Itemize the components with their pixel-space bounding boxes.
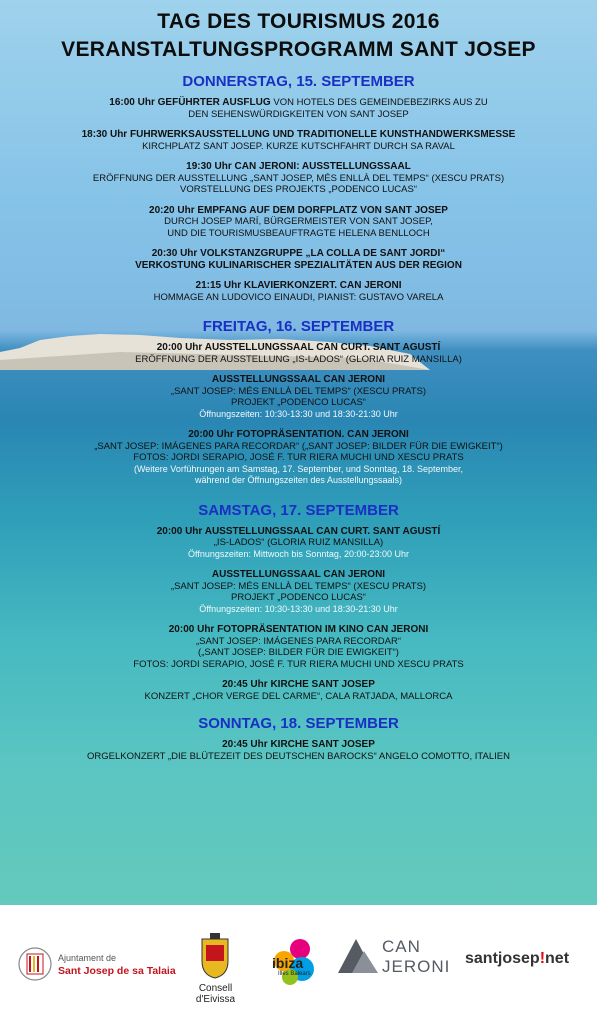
event-time: 16:00 Uhr bbox=[109, 97, 155, 108]
event-title-line bbox=[0, 429, 597, 441]
event-note: während der Öffnungszeiten des Ausstellungssaals) bbox=[195, 475, 402, 485]
ajuntament-label: Ajuntament de bbox=[58, 953, 117, 963]
event-title: AUSSTELLUNGSSAAL CAN CURT. SANT AGUSTÍ bbox=[204, 525, 441, 537]
event-item bbox=[0, 205, 597, 240]
event-detail: „SANT JOSEP: IMÁGENES PARA RECORDAR“ („SANT JOSEP: BILDER FÜR DIE EWIGKEIT“) bbox=[94, 440, 503, 452]
ibiza-logo bbox=[270, 935, 320, 995]
event-item bbox=[0, 624, 597, 670]
event-detail: FOTOS: JORDI SERAPIO, JOSÉ F. TUR RIERA MUCHI UND XESCU PRATS bbox=[133, 658, 464, 670]
event-title-line bbox=[0, 205, 597, 217]
santjosep-net: net bbox=[545, 950, 570, 967]
event-bold-line: VERKOSTUNG KULINARISCHER SPEZIALITÄTEN AUS DER REGION bbox=[135, 259, 462, 271]
event-title-line bbox=[0, 280, 597, 292]
event-title-line bbox=[0, 739, 597, 751]
event-detail: „SANT JOSEP: IMÁGENES PARA RECORDAR“ bbox=[196, 635, 401, 647]
event-detail: UND DIE TOURISMUSBEAUFTRAGTE HELENA BENLLOCH bbox=[167, 227, 430, 239]
event-title: FOTOPRÄSENTATION. CAN JERONI bbox=[236, 429, 409, 440]
event-note: (Weitere Vorführungen am Samstag, 17. September, und Sonntag, 18. September, bbox=[133, 463, 464, 474]
canjeroni-logo bbox=[338, 937, 458, 987]
program-days bbox=[0, 72, 597, 762]
santjosep-exclaim: ! bbox=[539, 950, 546, 967]
event-title-line bbox=[0, 248, 597, 260]
event-time: 20:00 Uhr bbox=[156, 342, 203, 353]
event-item bbox=[0, 429, 597, 487]
event-time: 20:45 Uhr bbox=[222, 679, 268, 690]
event-time: 18:30 Uhr bbox=[81, 129, 128, 140]
event-detail: ERÖFFNUNG DER AUSSTELLUNG „SANT JOSEP, MÉS ENLLÀ DEL TEMPS“ (XESCU PRATS) bbox=[92, 172, 505, 184]
event-detail: „IS-LADOS“ (GLORIA RUIZ MANSILLA) bbox=[213, 537, 384, 548]
santjosep-text: santjosep bbox=[465, 950, 540, 967]
page-title: TAG DES TOURISMUS 2016 bbox=[157, 10, 440, 33]
event-detail: HOMMAGE AN LUDOVICO EINAUDI, PIANIST: GUSTAVO VARELA bbox=[153, 291, 444, 303]
canjeroni-triangle-icon bbox=[338, 939, 378, 973]
event-note: Öffnungszeiten: 10:30-13:30 und 18:30-21:30 Uhr bbox=[199, 408, 398, 419]
event-time: 19:30 Uhr bbox=[186, 161, 232, 172]
ajuntament-crest-icon bbox=[18, 945, 52, 983]
event-item bbox=[0, 280, 597, 303]
event-detail: „SANT JOSEP: MÉS ENLLÀ DEL TEMPS“ (XESCU PRATS) bbox=[170, 580, 427, 592]
event-time: 20:00 Uhr bbox=[156, 525, 203, 537]
event-detail: DEN SEHENSWÜRDIGKEITEN VON SANT JOSEP bbox=[188, 108, 409, 120]
event-item bbox=[0, 342, 597, 365]
event-time: 20:45 Uhr bbox=[222, 739, 268, 750]
event-title-line bbox=[0, 342, 597, 354]
event-title: FOTOPRÄSENTATION IM KINO CAN JERONI bbox=[217, 624, 429, 635]
event-detail: PROJEKT „PODENCO LUCAS“ bbox=[231, 397, 366, 408]
event-item bbox=[0, 161, 597, 196]
canjeroni-can: CAN bbox=[382, 937, 421, 956]
event-title: CAN JERONI: AUSSTELLUNGSSAAL bbox=[234, 161, 411, 172]
event-bold-line: AUSSTELLUNGSSAAL CAN JERONI bbox=[211, 569, 386, 580]
event-item bbox=[0, 526, 597, 561]
ibiza-sub: Illes Balears bbox=[278, 971, 311, 977]
event-title: GEFÜHRTER AUSFLUG bbox=[157, 97, 271, 108]
event-item bbox=[0, 248, 597, 271]
event-title-line bbox=[0, 161, 597, 173]
event-bold-line: AUSSTELLUNGSSAAL CAN JERONI bbox=[211, 374, 386, 385]
event-title-rest: VON HOTELS DES GEMEINDEBEZIRKS AUS ZU bbox=[273, 97, 488, 108]
event-note: Öffnungszeiten: Mittwoch bis Sonntag, 20:00-23:00 Uhr bbox=[188, 548, 409, 559]
day-heading: SONNTAG, 18. SEPTEMBER bbox=[198, 715, 399, 732]
event-title-line bbox=[0, 129, 597, 141]
event-time: 21:15 Uhr bbox=[195, 280, 242, 291]
event-detail: DURCH JOSEP MARÍ, BÜRGERMEISTER VON SANT JOSEP, bbox=[164, 216, 433, 227]
event-item bbox=[0, 129, 597, 152]
event-item bbox=[0, 374, 597, 420]
event-time: 20:00 Uhr bbox=[168, 624, 215, 635]
canjeroni-jeroni: JERONI bbox=[382, 957, 451, 976]
event-detail: KONZERT „CHOR VERGE DEL CARME“, CALA RATJADA, MALLORCA bbox=[144, 690, 453, 702]
ajuntament-logo bbox=[18, 945, 183, 995]
consell-logo bbox=[178, 933, 253, 1018]
santjosep-net-logo bbox=[465, 950, 585, 976]
event-time: 20:20 Uhr bbox=[149, 204, 195, 216]
ibiza-word: ibiza bbox=[272, 955, 304, 971]
consell-crest-icon bbox=[198, 933, 232, 979]
event-title: VOLKSTANZGRUPPE „LA COLLA DE SANT JORDI“ bbox=[200, 248, 446, 259]
ajuntament-name: Sant Josep de sa Talaia bbox=[58, 965, 176, 977]
event-detail: VORSTELLUNG DES PROJEKTS „PODENCO LUCAS“ bbox=[179, 184, 418, 195]
consell-name: Consell d'Eivissa bbox=[195, 983, 236, 1005]
event-time: 20:00 Uhr bbox=[188, 429, 234, 440]
event-detail: KIRCHPLATZ SANT JOSEP. KURZE KUTSCHFAHRT DURCH SA RAVAL bbox=[142, 140, 455, 152]
event-detail: PROJEKT „PODENCO LUCAS“ bbox=[231, 592, 366, 603]
event-item bbox=[0, 739, 597, 762]
footer-logos bbox=[0, 905, 597, 1024]
event-detail: FOTOS: JORDI SERAPIO, JOSÉ F. TUR RIERA MUCHI UND XESCU PRATS bbox=[133, 452, 464, 463]
event-note: Öffnungszeiten: 10:30-13:30 und 18:30-21:30 Uhr bbox=[199, 603, 398, 614]
event-title: AUSSTELLUNGSSAAL CAN CURT. SANT AGUSTÍ bbox=[204, 342, 441, 353]
event-detail: ORGELKONZERT „DIE BLÜTEZEIT DES DEUTSCHEN BAROCKS“ ANGELO COMOTTO, ITALIEN bbox=[86, 750, 510, 762]
event-title-line bbox=[0, 679, 597, 691]
day-heading: FREITAG, 16. SEPTEMBER bbox=[202, 318, 395, 335]
event-title-line bbox=[0, 97, 597, 109]
event-title: KLAVIERKONZERT. CAN JERONI bbox=[243, 280, 402, 291]
event-detail: („SANT JOSEP: BILDER FÜR DIE EWIGKEIT“) bbox=[198, 647, 399, 658]
day-heading: SAMSTAG, 17. SEPTEMBER bbox=[198, 501, 399, 519]
page-subtitle: VERANSTALTUNGSPROGRAMM SANT JOSEP bbox=[61, 38, 536, 61]
event-item bbox=[0, 569, 597, 615]
event-title-line bbox=[0, 526, 597, 538]
event-title-line bbox=[0, 624, 597, 636]
event-title: FUHRWERKSAUSSTELLUNG UND TRADITIONELLE KUNSTHANDWERKSMESSE bbox=[129, 129, 516, 140]
event-title: KIRCHE SANT JOSEP bbox=[270, 679, 375, 690]
event-detail: ERÖFFNUNG DER AUSSTELLUNG „IS-LADOS“ (GLORIA RUIZ MANSILLA) bbox=[135, 353, 462, 365]
event-title: EMPFANG AUF DEM DORFPLATZ VON SANT JOSEP bbox=[197, 204, 448, 216]
event-time: 20:30 Uhr bbox=[151, 248, 198, 259]
event-title: KIRCHE SANT JOSEP bbox=[270, 739, 375, 750]
event-item bbox=[0, 679, 597, 702]
event-item bbox=[0, 97, 597, 120]
event-detail: „SANT JOSEP: MÉS ENLLÀ DEL TEMPS“ (XESCU PRATS) bbox=[170, 385, 427, 397]
day-heading: DONNERSTAG, 15. SEPTEMBER bbox=[182, 73, 415, 90]
